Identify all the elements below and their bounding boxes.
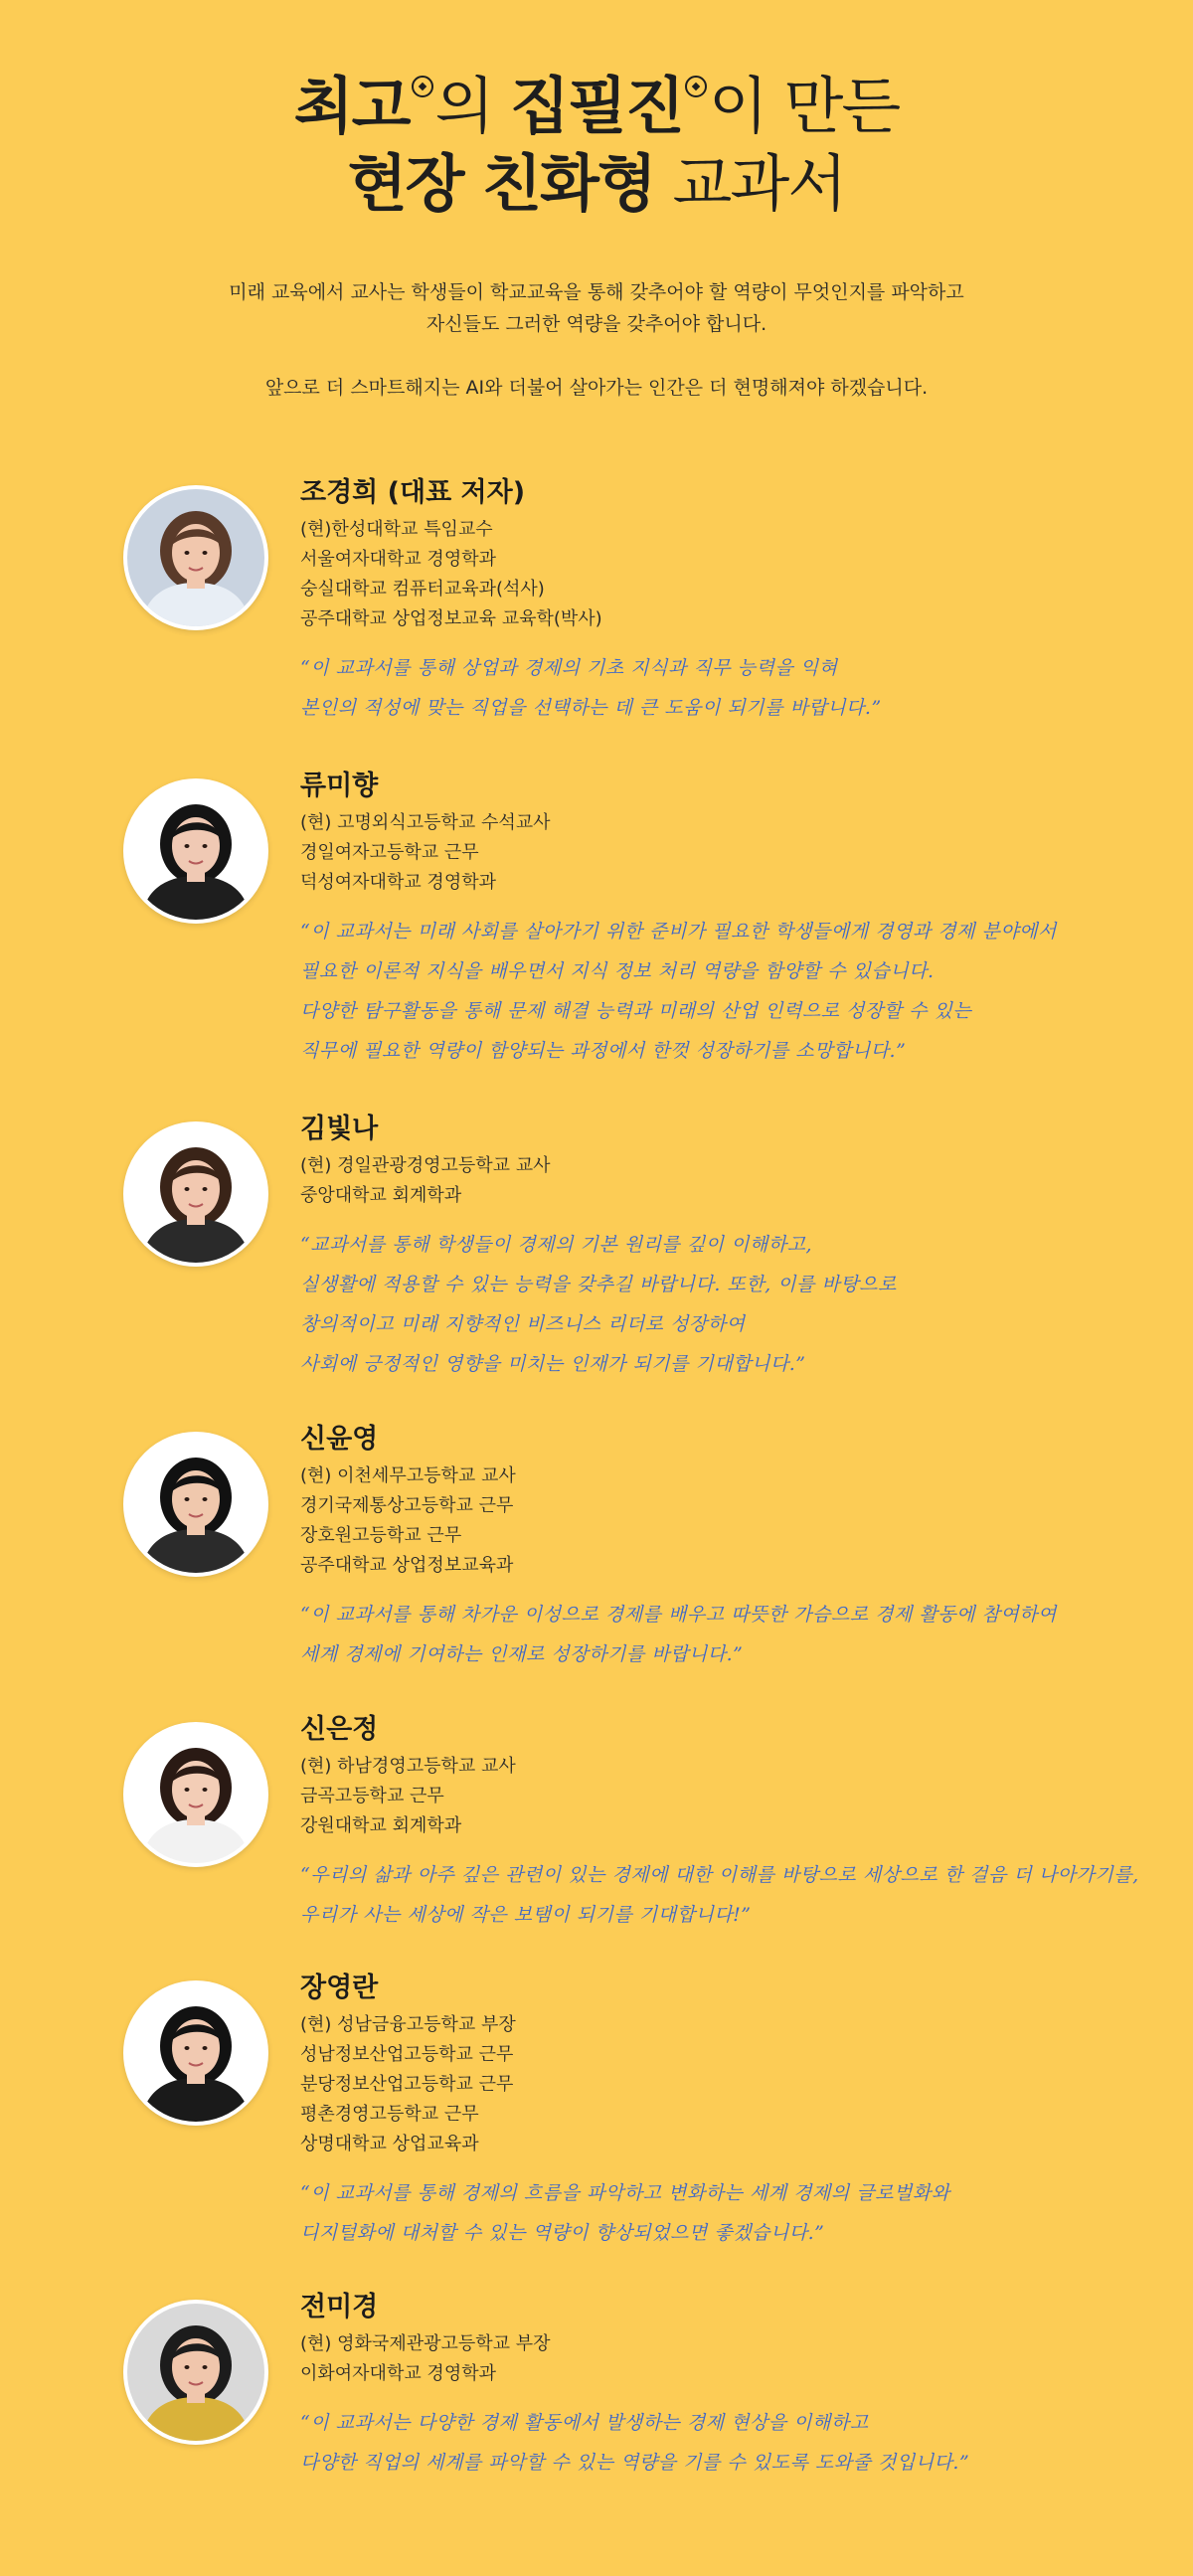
author-credential: 상명대학교 상업교육과 xyxy=(300,2134,479,2154)
author-info xyxy=(300,1422,1175,1674)
author-quote-line: 직무에 필요한 역량이 함양되는 과정에서 한껏 성장하기를 소망합니다.” xyxy=(300,1040,907,1062)
author-info xyxy=(300,1712,1175,1935)
author-quote-line: “우리의 삶과 아주 깊은 관련이 있는 경제에 대한 이해를 바탕으로 세상으로 한 걸음 더 나아가기를, xyxy=(300,1864,1139,1886)
author-credential: 분당정보산업고등학교 근무 xyxy=(300,2074,514,2095)
author-info xyxy=(300,2290,1175,2483)
sparkle-icon xyxy=(685,76,707,97)
author-name: 장영란 xyxy=(300,1973,379,2003)
author-credential: 공주대학교 상업정보교육과 xyxy=(300,1555,514,1576)
author-credential: 경기국제통상고등학교 근무 xyxy=(300,1495,514,1516)
author-credential: (현) 고명외식고등학교 수석교사 xyxy=(300,812,551,833)
author-card xyxy=(123,475,1117,719)
headline-line-2 xyxy=(0,145,1193,223)
author-credential: 숭실대학교 컴퓨터교육과(석사) xyxy=(300,579,545,600)
headline-word: 집필진 xyxy=(510,70,683,142)
author-photo xyxy=(123,1121,268,1267)
intro-closing: 앞으로 더 스마트해지는 AI와 더불어 살아가는 인간은 더 현명해져야 하겠습니다. xyxy=(264,377,929,399)
sparkle-icon xyxy=(412,76,433,97)
author-photo xyxy=(123,2300,268,2445)
author-credential: (현) 경일관광경영고등학교 교사 xyxy=(300,1155,551,1176)
author-credential: 장호원고등학교 근무 xyxy=(300,1525,462,1546)
author-photo xyxy=(123,778,268,924)
author-name: 류미향 xyxy=(300,771,379,801)
author-quote-line: 디지털화에 대처할 수 있는 역량이 향상되었으면 좋겠습니다.” xyxy=(300,2222,825,2244)
author-quote xyxy=(300,1595,1175,1674)
author-photo xyxy=(123,1722,268,1867)
author-credential: 이화여자대학교 경영학과 xyxy=(300,2363,496,2384)
author-quote xyxy=(300,912,1175,1071)
author-credential: 평촌경영고등학교 근무 xyxy=(300,2104,479,2125)
author-card xyxy=(123,1712,1139,1951)
author-credential: 강원대학교 회계학과 xyxy=(300,1815,462,1836)
author-name: 조경희 (대표 저자) xyxy=(300,477,526,508)
author-quote-line: “이 교과서를 통해 경제의 흐름을 파악하고 변화하는 세계 경제의 글로벌화와 xyxy=(300,2182,950,2204)
author-card xyxy=(123,1422,1117,1665)
author-info xyxy=(300,1112,1175,1384)
author-card xyxy=(123,2290,1117,2528)
author-quote xyxy=(300,648,1175,728)
author-quote xyxy=(300,2173,1175,2253)
author-quote-line: “이 교과서를 통해 상업과 경제의 기초 지식과 직무 능력을 익혀 xyxy=(300,657,838,679)
author-photo xyxy=(123,1980,268,2126)
author-name: 김빛나 xyxy=(300,1114,379,1144)
author-name: 신윤영 xyxy=(300,1424,379,1455)
author-quote-line: 필요한 이론적 지식을 배우면서 지식 정보 처리 역량을 함양할 수 있습니다. xyxy=(300,960,935,982)
author-credential: 서울여자대학교 경영학과 xyxy=(300,549,496,570)
author-quote-line: “교과서를 통해 학생들이 경제의 기본 원리를 깊이 이해하고, xyxy=(300,1234,813,1256)
author-credential: (현) 성남금융고등학교 부장 xyxy=(300,2014,516,2035)
author-quote-line: 다양한 직업의 세계를 파악할 수 있는 역량을 기를 수 있도록 도와줄 것입니다.” xyxy=(300,2452,970,2474)
author-info xyxy=(300,1971,1175,2253)
headline-word: 현장 친화형 xyxy=(347,147,655,220)
intro-line: 자신들도 그러한 역량을 갖추어야 합니다. xyxy=(426,313,767,335)
author-quote-line: 실생활에 적용할 수 있는 능력을 갖추길 바랍니다. 또한, 이를 바탕으로 xyxy=(300,1274,897,1295)
author-quote xyxy=(300,1855,1175,1935)
author-quote xyxy=(300,2403,1175,2483)
author-card xyxy=(123,1112,1117,1375)
author-quote-line: “이 교과서는 다양한 경제 활동에서 발생하는 경제 현상을 이해하고 xyxy=(300,2412,869,2434)
author-credential: 성남정보산업고등학교 근무 xyxy=(300,2044,514,2065)
intro-text xyxy=(0,276,1193,404)
author-quote xyxy=(300,1225,1175,1384)
author-credential: (현) 이천세무고등학교 교사 xyxy=(300,1465,516,1486)
author-name: 신은정 xyxy=(300,1714,379,1745)
author-quote-line: 세계 경제에 기여하는 인재로 성장하기를 바랍니다.” xyxy=(300,1643,744,1665)
author-credential: (현)한성대학교 특임교수 xyxy=(300,519,493,540)
author-photo xyxy=(123,485,268,630)
author-credential: (현) 하남경영고등학교 교사 xyxy=(300,1756,516,1777)
author-quote-line: 본인의 적성에 맞는 직업을 선택하는 데 큰 도움이 되기를 바랍니다.” xyxy=(300,697,882,719)
author-card xyxy=(123,769,1117,1062)
author-quote-line: “이 교과서는 미래 사회를 살아가기 위한 준비가 필요한 학생들에게 경영과 경제 분야에서 xyxy=(300,921,1057,943)
author-info xyxy=(300,769,1175,1071)
author-quote-line: 창의적이고 미래 지향적인 비즈니스 리더로 성장하여 xyxy=(300,1313,746,1335)
author-quote-line: 우리가 사는 세상에 작은 보탬이 되기를 기대합니다!” xyxy=(300,1904,752,1926)
headline-word: 교과서 xyxy=(654,147,846,220)
headline xyxy=(0,68,1193,223)
author-info xyxy=(300,475,1175,728)
headline-word: 의 xyxy=(434,70,511,142)
intro-line: 미래 교육에서 교사는 학생들이 학교교육을 통해 갖추어야 할 역량이 무엇인지를 파악하고 xyxy=(229,281,964,303)
headline-line-1 xyxy=(0,68,1193,145)
author-credential: 경일여자고등학교 근무 xyxy=(300,842,479,863)
author-name: 전미경 xyxy=(300,2292,379,2322)
author-quote-line: 사회에 긍정적인 영향을 미치는 인재가 되기를 기대합니다.” xyxy=(300,1353,806,1375)
author-card xyxy=(123,1971,1117,2244)
author-credential: 공주대학교 상업정보교육 교육학(박사) xyxy=(300,608,602,629)
author-photo xyxy=(123,1432,268,1577)
author-quote-line: 다양한 탐구활동을 통해 문제 해결 능력과 미래의 산업 인력으로 성장할 수 있는 xyxy=(300,1000,972,1022)
author-credential: 금곡고등학교 근무 xyxy=(300,1786,444,1806)
author-quote-line: “이 교과서를 통해 차가운 이성으로 경제를 배우고 따뜻한 가슴으로 경제 활동에 참여하여 xyxy=(300,1604,1057,1626)
author-credential: (현) 영화국제관광고등학교 부장 xyxy=(300,2333,551,2354)
author-credential: 중앙대학교 회계학과 xyxy=(300,1185,462,1206)
headline-word: 이 만든 xyxy=(708,70,900,142)
author-credential: 덕성여자대학교 경영학과 xyxy=(300,872,496,893)
headline-word: 최고 xyxy=(293,70,410,142)
